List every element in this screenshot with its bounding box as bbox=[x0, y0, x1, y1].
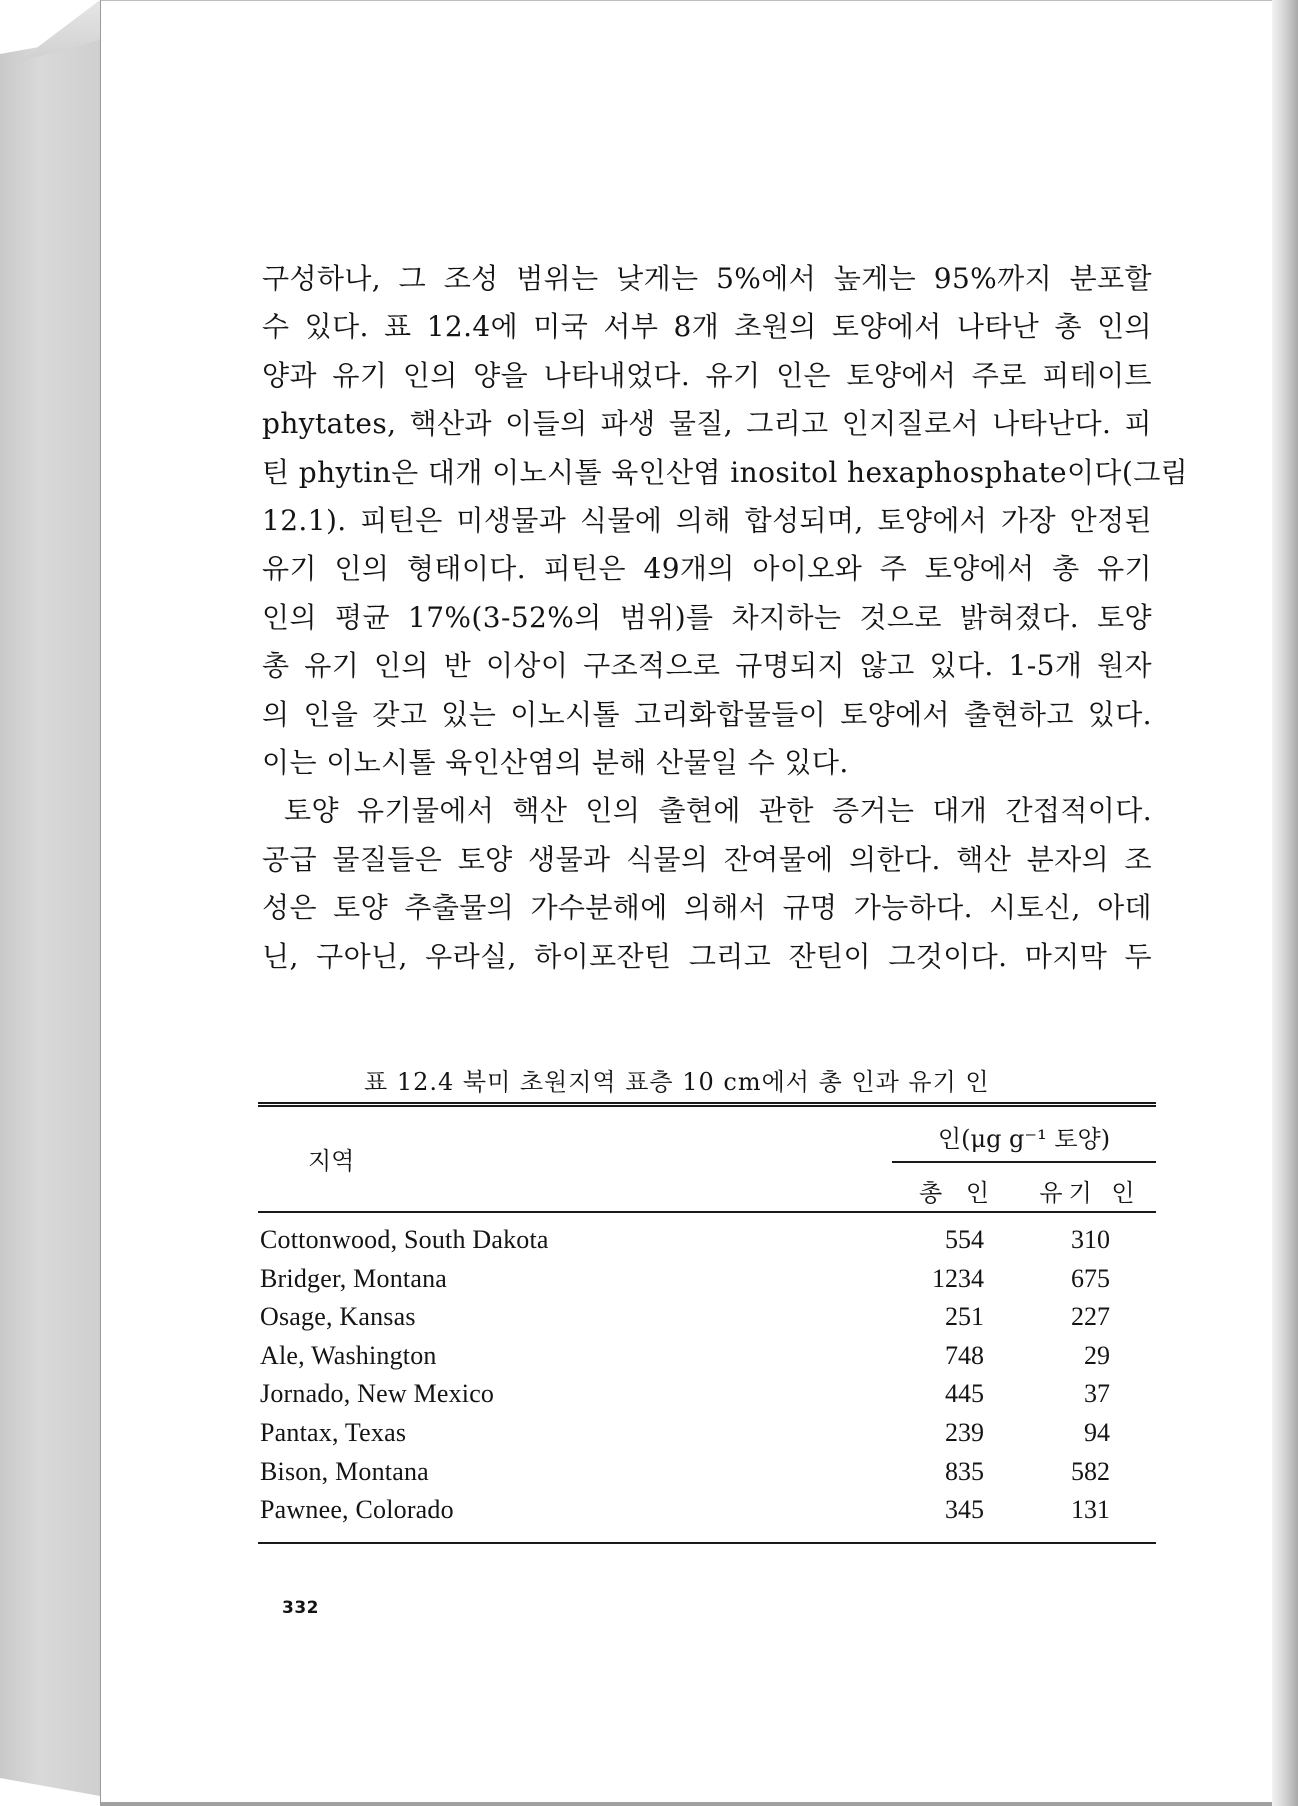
table-row bbox=[258, 1377, 1156, 1416]
cell-organic-p: 94 bbox=[1084, 1417, 1110, 1447]
page-number: 332 bbox=[282, 1598, 319, 1618]
header-group-rule bbox=[892, 1161, 1156, 1163]
body-line: 닌, 구아닌, 우라실, 하이포잔틴 그리고 잔틴이 그것이다. 마지막 두 bbox=[262, 939, 1152, 973]
cell-region: Cottonwood, South Dakota bbox=[260, 1225, 549, 1254]
cell-organic-p: 227 bbox=[1071, 1302, 1110, 1332]
cell-region: Bison, Montana bbox=[260, 1456, 429, 1486]
cell-organic-p: 37 bbox=[1084, 1379, 1110, 1409]
table-row bbox=[258, 1416, 1156, 1455]
table-row bbox=[258, 1300, 1156, 1339]
header-total-p: 총 인 bbox=[919, 1179, 997, 1207]
cell-organic-p: 131 bbox=[1071, 1495, 1110, 1525]
header-organic-p: 유기 인 bbox=[1039, 1179, 1141, 1207]
body-line: 유기 인의 형태이다. 피틴은 49개의 아이오와 주 토양에서 총 유기 bbox=[262, 552, 1152, 586]
cell-total-p: 554 bbox=[945, 1225, 984, 1254]
cell-total-p: 748 bbox=[945, 1340, 984, 1370]
cell-total-p: 835 bbox=[945, 1456, 984, 1486]
body-line: 공급 물질들은 토양 생물과 식물의 잔여물에 의한다. 핵산 분자의 조 bbox=[262, 842, 1152, 876]
body-line: 성은 토양 추출물의 가수분해에 의해서 규명 가능하다. 시토신, 아데 bbox=[262, 891, 1152, 925]
body-line: 구성하나, 그 조성 범위는 낮게는 5%에서 높게는 95%까지 분포할 bbox=[262, 262, 1152, 295]
body-line: 토양 유기물에서 핵산 인의 출현에 관한 증거는 대개 간접적이다. bbox=[284, 794, 1152, 828]
body-line: 틴 phytin은 대개 이노시톨 육인산염 inositol hexaphosphate이다(그림 bbox=[262, 455, 1189, 489]
page-edge-shadow bbox=[1272, 0, 1298, 1806]
data-table bbox=[258, 1102, 1156, 1544]
cell-region: Pawnee, Colorado bbox=[260, 1495, 454, 1525]
table-row bbox=[258, 1339, 1156, 1378]
book-spine bbox=[0, 36, 100, 1796]
body-line: 이는 이노시톨 육인산염의 분해 산물일 수 있다. bbox=[262, 746, 849, 780]
table-row bbox=[258, 1455, 1156, 1494]
body-line: 수 있다. 표 12.4에 미국 서부 8개 초원의 토양에서 나타난 총 인의 bbox=[262, 310, 1152, 344]
cell-total-p: 1234 bbox=[932, 1263, 984, 1293]
cell-total-p: 345 bbox=[945, 1495, 984, 1525]
cell-region: Jornado, New Mexico bbox=[260, 1379, 495, 1409]
cell-region: Osage, Kansas bbox=[260, 1302, 416, 1332]
cell-region: Pantax, Texas bbox=[260, 1417, 407, 1447]
table-row bbox=[258, 1493, 1156, 1532]
body-line: 의 인을 갖고 있는 이노시톨 고리화합물들이 토양에서 출현하고 있다. bbox=[262, 697, 1152, 731]
table-row bbox=[258, 1223, 1156, 1262]
cell-organic-p: 675 bbox=[1071, 1263, 1110, 1293]
table-caption: 표 12.4 북미 초원지역 표층 10 cm에서 총 인과 유기 인 bbox=[364, 1068, 990, 1096]
page-bottom-edge bbox=[100, 1802, 1272, 1806]
cell-total-p: 239 bbox=[945, 1417, 984, 1447]
body-paragraphs bbox=[262, 255, 1189, 981]
cell-total-p: 445 bbox=[945, 1379, 984, 1409]
body-line: 인의 평균 17%(3-52%의 범위)를 차지하는 것으로 밝혀졌다. 토양 bbox=[262, 600, 1152, 634]
body-line: 12.1). 피틴은 미생물과 식물에 의해 합성되며, 토양에서 가장 안정된 bbox=[262, 504, 1152, 538]
body-line: phytates, 핵산과 이들의 파생 물질, 그리고 인지질로서 나타난다. 피 bbox=[262, 407, 1152, 441]
table-header bbox=[258, 1107, 1156, 1211]
header-region: 지역 bbox=[308, 1147, 355, 1175]
table-row bbox=[258, 1262, 1156, 1301]
body-line: 총 유기 인의 반 이상이 구조적으로 규명되지 않고 있다. 1-5개 원자 bbox=[262, 649, 1152, 683]
header-phosphorus-group: 인(μg g⁻¹ 토양) bbox=[937, 1125, 1111, 1153]
cell-total-p: 251 bbox=[945, 1302, 984, 1332]
cell-organic-p: 310 bbox=[1071, 1225, 1110, 1254]
body-line: 양과 유기 인의 양을 나타내었다. 유기 인은 토양에서 주로 피테이트 bbox=[262, 358, 1152, 392]
table-bottom-rule bbox=[258, 1542, 1156, 1544]
cell-organic-p: 29 bbox=[1084, 1340, 1110, 1370]
cell-region: Ale, Washington bbox=[260, 1340, 437, 1370]
cell-region: Bridger, Montana bbox=[260, 1263, 448, 1293]
table-body bbox=[258, 1213, 1156, 1542]
cell-organic-p: 582 bbox=[1071, 1456, 1110, 1486]
